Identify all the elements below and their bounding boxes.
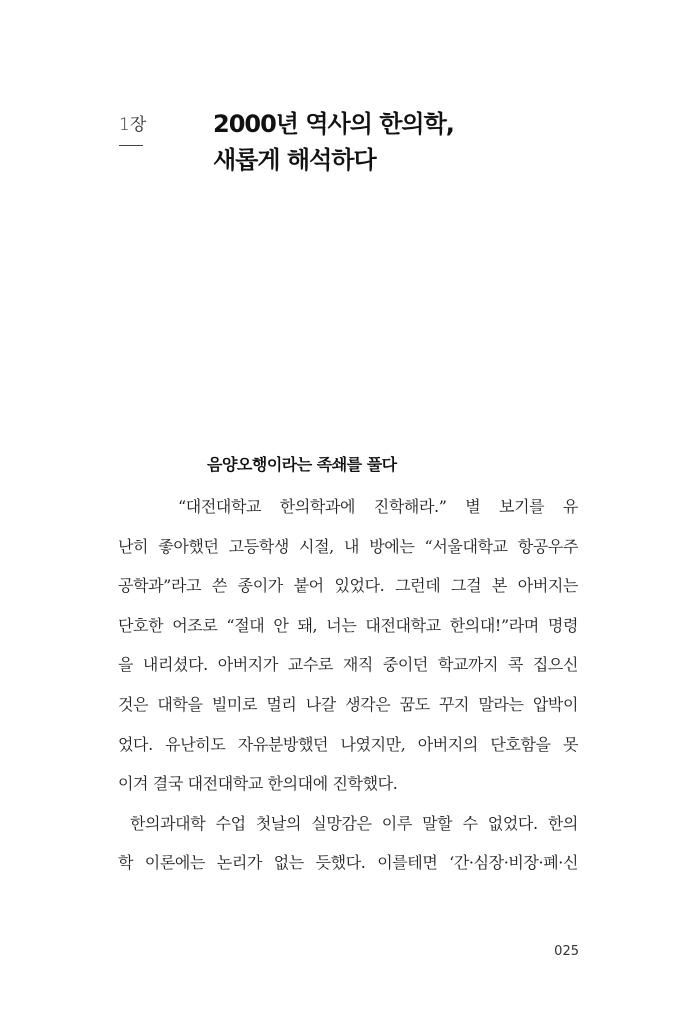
chapter-divider	[119, 145, 143, 146]
chapter-label: 1장	[119, 115, 147, 135]
body-line: 공학과”라고 쓴 종이가 붙어 있었다. 그런데 그걸 본 아버지는	[118, 576, 578, 596]
body-line: 었다. 유난히도 자유분방했던 나였지만, 아버지의 단호함을 못	[118, 734, 578, 754]
chapter-title-line: 2000년 역사의 한의학,	[213, 110, 454, 138]
body-line: 을 내리셨다. 아버지가 교수로 재직 중이던 학교까지 콕 집으신	[118, 655, 578, 675]
body-line: “대전대학교 한의학과에 진학해라.” 별 보기를 유	[178, 497, 578, 516]
page-number: 025	[554, 944, 579, 959]
chapter-title-line: 새롭게 해석하다	[213, 146, 376, 174]
section-heading: 음양오행이라는 족쇄를 풀다	[207, 455, 397, 474]
body-line: 이겨 결국 대전대학교 한의대에 진학했다.	[118, 774, 398, 794]
body-line: 것은 대학을 빌미로 멀리 나갈 생각은 꿈도 꾸지 말라는 압박이	[118, 694, 578, 714]
body-line: 학 이론에는 논리가 없는 듯했다. 이를테면 ‘간·심장·비장·폐·신	[118, 853, 578, 873]
body-text	[118, 487, 578, 883]
body-line: 난히 좋아했던 고등학생 시절, 내 방에는 “서울대학교 항공우주	[118, 536, 578, 556]
body-line: 단호한 어조로 “절대 안 돼, 너는 대전대학교 한의대!”라며 명령	[118, 615, 578, 635]
chapter-title	[213, 106, 593, 178]
body-line: 한의과대학 수업 첫날의 실망감은 이루 말할 수 없었다. 한의	[130, 813, 578, 833]
